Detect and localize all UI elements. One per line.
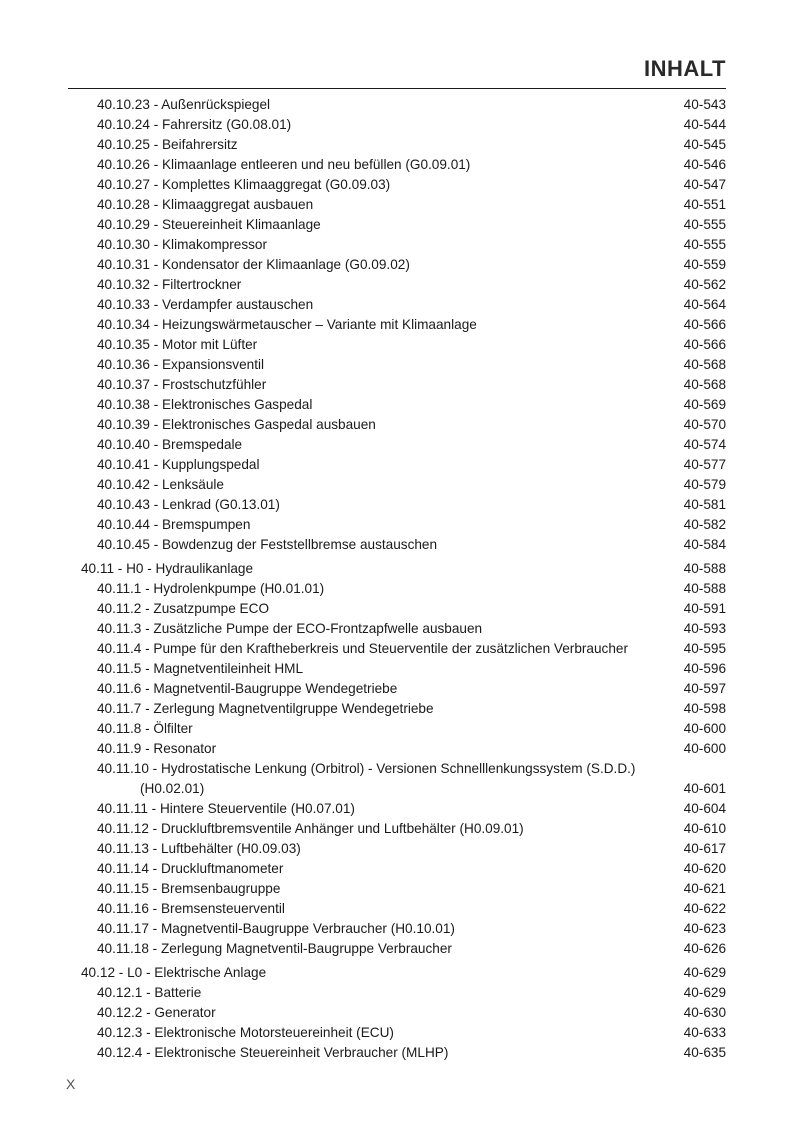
toc-section-label: 40.12 - L0 - Elektrische Anlage [81, 965, 267, 980]
toc-entry-page: 40-551 [683, 197, 726, 212]
toc-entry-page: 40-597 [683, 681, 726, 696]
toc-entry[interactable] [0, 535, 794, 555]
toc-entry-page: 40-566 [683, 317, 726, 332]
toc-entry-label: 40.10.37 - Frostschutzfühler [97, 377, 267, 392]
toc-entry[interactable] [0, 1003, 794, 1023]
toc-entry-page: 40-547 [683, 177, 726, 192]
toc-entry[interactable] [0, 579, 794, 599]
toc-entry[interactable] [0, 435, 794, 455]
toc-entry-page: 40-601 [683, 781, 726, 796]
toc-entry-label: 40.10.27 - Komplettes Klimaaggregat (G0.09.03) [97, 177, 391, 192]
toc-entry-label: 40.11.15 - Bremsenbaugruppe [97, 881, 281, 896]
toc-entry-label: 40.11.16 - Bremsensteuerventil [97, 901, 285, 916]
toc-section-heading[interactable] [0, 963, 794, 983]
toc-entry-page: 40-582 [683, 517, 726, 532]
toc-entry-label: 40.10.34 - Heizungswärmetauscher – Variante mit Klimaanlage [97, 317, 477, 332]
toc-entry-label: 40.10.26 - Klimaanlage entleeren und neu befüllen (G0.09.01) [97, 157, 471, 172]
toc-entry-label: 40.10.36 - Expansionsventil [97, 357, 265, 372]
toc-entry-page: 40-604 [683, 801, 726, 816]
toc-entry-page: 40-621 [683, 881, 726, 896]
toc-entry[interactable] [0, 315, 794, 335]
toc-entry-label: 40.11.8 - Ölfilter [97, 721, 193, 736]
toc-entry-label: 40.11.12 - Druckluftbremsventile Anhänger und Luftbehälter (H0.09.01) [97, 821, 524, 836]
toc-entry-page: 40-577 [683, 457, 726, 472]
toc-entry[interactable] [0, 759, 794, 799]
toc-entry-page: 40-633 [683, 1025, 726, 1040]
toc-entry-page: 40-630 [683, 1005, 726, 1020]
toc-entry-page: 40-544 [683, 117, 726, 132]
toc-entry[interactable] [0, 679, 794, 699]
toc-entry-page: 40-546 [683, 157, 726, 172]
toc-section-heading[interactable] [0, 559, 794, 579]
toc-entry[interactable] [0, 819, 794, 839]
toc-entry-label: 40.10.41 - Kupplungspedal [97, 457, 260, 472]
toc-entry[interactable] [0, 375, 794, 395]
toc-entry-label: 40.11.17 - Magnetventil-Baugruppe Verbraucher (H0.10.01) [97, 921, 455, 936]
toc-entry-page: 40-569 [683, 397, 726, 412]
toc-entry-label: 40.12.3 - Elektronische Motorsteuereinheit (ECU) [97, 1025, 394, 1040]
toc-entry-label: 40.10.30 - Klimakompressor [97, 237, 267, 252]
toc-entry[interactable] [0, 115, 794, 135]
toc-entry-page: 40-568 [683, 357, 726, 372]
toc-entry-page: 40-543 [683, 97, 726, 112]
toc-entry-label: 40.10.39 - Elektronisches Gaspedal ausbauen [97, 417, 376, 432]
toc-entry-label: 40.11.11 - Hintere Steuerventile (H0.07.01) [97, 801, 355, 816]
toc-entry-label: 40.11.10 - Hydrostatische Lenkung (Orbitrol) - Versionen Schnelllenkungssystem (S.D.D.) [97, 761, 636, 776]
toc-entry[interactable] [0, 839, 794, 859]
toc-entry-page: 40-564 [683, 297, 726, 312]
toc-entry[interactable] [0, 1023, 794, 1043]
toc-entry-page: 40-555 [683, 237, 726, 252]
toc-entry[interactable] [0, 255, 794, 275]
toc-entry-label: 40.10.24 - Fahrersitz (G0.08.01) [97, 117, 292, 132]
toc-entry[interactable] [0, 799, 794, 819]
toc-entry[interactable] [0, 275, 794, 295]
toc-entry[interactable] [0, 699, 794, 719]
toc-entry[interactable] [0, 659, 794, 679]
toc-entry[interactable] [0, 739, 794, 759]
toc-entry-label: 40.10.42 - Lenksäule [97, 477, 224, 492]
toc-entry-label: 40.10.38 - Elektronisches Gaspedal [97, 397, 313, 412]
toc-entry-label-continued: (H0.02.01) [140, 781, 205, 796]
toc-entry-label: 40.11.5 - Magnetventileinheit HML [97, 661, 304, 676]
toc-entry[interactable] [0, 515, 794, 535]
toc-entry-label: 40.10.45 - Bowdenzug der Feststellbremse austauschen [97, 537, 438, 552]
toc-entry[interactable] [0, 195, 794, 215]
toc-entry[interactable] [0, 335, 794, 355]
toc-entry-page: 40-559 [683, 257, 726, 272]
toc-entry[interactable] [0, 215, 794, 235]
toc-entry-page: 40-596 [683, 661, 726, 676]
toc-entry[interactable] [0, 395, 794, 415]
toc-entry[interactable] [0, 455, 794, 475]
toc-entry-label: 40.10.33 - Verdampfer austauschen [97, 297, 314, 312]
page-title: INHALT [643, 56, 726, 81]
toc-entry-page: 40-623 [683, 921, 726, 936]
toc-entry-page: 40-600 [683, 721, 726, 736]
toc-entry[interactable] [0, 859, 794, 879]
toc-entry[interactable] [0, 639, 794, 659]
toc-entry-label: 40.11.2 - Zusatzpumpe ECO [97, 601, 270, 616]
toc-entry-page: 40-600 [683, 741, 726, 756]
toc-entry-page: 40-568 [683, 377, 726, 392]
toc-entry-page: 40-562 [683, 277, 726, 292]
toc-entry[interactable] [0, 155, 794, 175]
toc-entry[interactable] [0, 939, 794, 959]
toc-entry-page: 40-626 [683, 941, 726, 956]
toc-entry[interactable] [0, 719, 794, 739]
toc-entry-page: 40-617 [683, 841, 726, 856]
toc-entry-page: 40-610 [683, 821, 726, 836]
toc-entry-label: 40.11.1 - Hydrolenkpumpe (H0.01.01) [97, 581, 325, 596]
toc-entry-label: 40.10.32 - Filtertrockner [97, 277, 242, 292]
toc-entry-label: 40.10.44 - Bremspumpen [97, 517, 251, 532]
toc-entry-label: 40.11.4 - Pumpe für den Kraftheberkreis und Steuerventile der zusätzlichen Verbraucher [97, 641, 628, 656]
toc-entry[interactable] [0, 1043, 794, 1063]
toc-entry-page: 40-588 [683, 561, 726, 576]
toc-entry-page: 40-545 [683, 137, 726, 152]
toc-entry-page: 40-570 [683, 417, 726, 432]
toc-entry-page: 40-598 [683, 701, 726, 716]
page-marker: X [66, 1076, 76, 1092]
toc-entry[interactable] [0, 983, 794, 1003]
toc-entry-page: 40-593 [683, 621, 726, 636]
toc-entry-page: 40-584 [683, 537, 726, 552]
toc-entry-label: 40.11.6 - Magnetventil-Baugruppe Wendegetriebe [97, 681, 398, 696]
toc-entry[interactable] [0, 135, 794, 155]
toc-entry-label: 40.10.25 - Beifahrersitz [97, 137, 238, 152]
toc-entry-label: 40.11.3 - Zusätzliche Pumpe der ECO-Frontzapfwelle ausbauen [97, 621, 483, 636]
toc-entry[interactable] [0, 919, 794, 939]
toc-entry[interactable] [0, 95, 794, 115]
toc-entry-label: 40.10.40 - Bremspedale [97, 437, 243, 452]
toc-entry-page: 40-566 [683, 337, 726, 352]
toc-entry-page: 40-620 [683, 861, 726, 876]
toc-entry[interactable] [0, 295, 794, 315]
toc-entry-label: 40.11.9 - Resonator [97, 741, 217, 756]
toc-entry-label: 40.10.43 - Lenkrad (G0.13.01) [97, 497, 280, 512]
toc-entry-page: 40-579 [683, 477, 726, 492]
toc-entry-page: 40-629 [683, 985, 726, 1000]
header-divider [68, 88, 726, 89]
toc-entry-page: 40-622 [683, 901, 726, 916]
toc-entry-label: 40.12.2 - Generator [97, 1005, 216, 1020]
toc-entry-label: 40.11.7 - Zerlegung Magnetventilgruppe Wendegetriebe [97, 701, 434, 716]
toc-entry-label: 40.10.31 - Kondensator der Klimaanlage (G0.09.02) [97, 257, 410, 272]
toc-entry-label: 40.11.14 - Druckluftmanometer [97, 861, 284, 876]
toc-entry[interactable] [0, 619, 794, 639]
toc-entry[interactable] [0, 599, 794, 619]
toc-section-label: 40.11 - H0 - Hydraulikanlage [81, 561, 254, 576]
table-of-contents [0, 95, 794, 1063]
toc-entry-page: 40-595 [683, 641, 726, 656]
toc-entry-label: 40.11.13 - Luftbehälter (H0.09.03) [97, 841, 301, 856]
toc-entry[interactable] [0, 495, 794, 515]
toc-entry-page: 40-588 [683, 581, 726, 596]
toc-entry-label: 40.10.35 - Motor mit Lüfter [97, 337, 258, 352]
toc-entry-page: 40-555 [683, 217, 726, 232]
toc-entry[interactable] [0, 175, 794, 195]
toc-entry-label: 40.10.23 - Außenrückspiegel [97, 97, 271, 112]
toc-entry[interactable] [0, 879, 794, 899]
toc-entry[interactable] [0, 475, 794, 495]
toc-entry[interactable] [0, 415, 794, 435]
toc-entry-page: 40-581 [683, 497, 726, 512]
toc-entry-page: 40-591 [683, 601, 726, 616]
toc-entry-label: 40.10.29 - Steuereinheit Klimaanlage [97, 217, 321, 232]
toc-entry[interactable] [0, 235, 794, 255]
toc-entry-label: 40.12.1 - Batterie [97, 985, 202, 1000]
toc-entry-label: 40.12.4 - Elektronische Steuereinheit Verbraucher (MLHP) [97, 1045, 449, 1060]
toc-entry-label: 40.10.28 - Klimaaggregat ausbauen [97, 197, 314, 212]
toc-entry-page: 40-629 [683, 965, 726, 980]
toc-entry-page: 40-574 [683, 437, 726, 452]
toc-entry-page: 40-635 [683, 1045, 726, 1060]
toc-entry[interactable] [0, 355, 794, 375]
toc-entry-label: 40.11.18 - Zerlegung Magnetventil-Baugruppe Verbraucher [97, 941, 452, 956]
toc-entry[interactable] [0, 899, 794, 919]
